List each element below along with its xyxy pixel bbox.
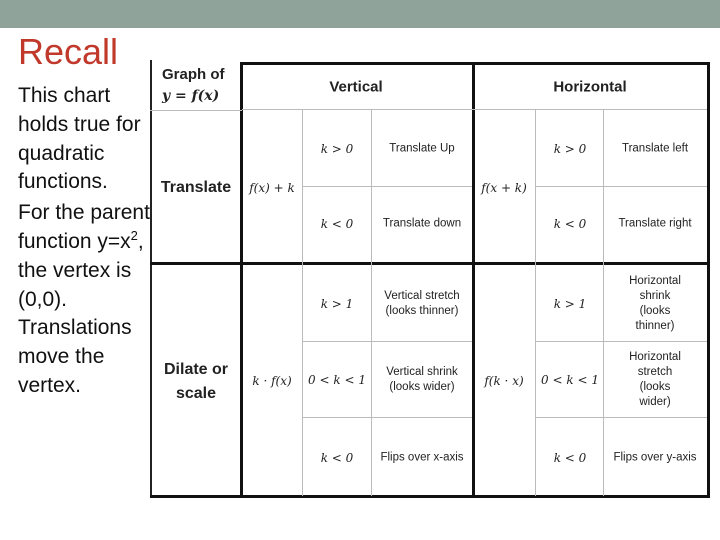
condition-cell: k < 0 [320, 451, 354, 465]
grid-line [535, 417, 707, 418]
condition-cell: 0 < k < 1 [541, 373, 599, 387]
table-right-border [707, 62, 710, 498]
condition-cell: 0 < k < 1 [308, 373, 366, 387]
body-paragraph-2 [18, 199, 152, 401]
grid-line [535, 186, 707, 187]
column-header-horizontal: Horizontal [553, 78, 627, 96]
top-accent-bar [0, 0, 720, 28]
table-bottom-border [150, 495, 710, 498]
vertical-horizontal-divider [472, 62, 475, 498]
transformations-table [150, 60, 710, 498]
effect-cell: Horizontal shrink (looks thinner) [629, 275, 681, 332]
effect-cell: Horizontal stretch (looks wider) [629, 351, 681, 408]
effect-cell: Vertical shrink (looks wider) [386, 366, 458, 393]
header-divider [242, 109, 707, 110]
condition-cell: k > 0 [553, 142, 587, 156]
table-top-border [240, 62, 710, 65]
effect-cell: Translate Up [389, 142, 455, 155]
corner-label-line-1: Graph of [162, 66, 225, 83]
dilate-label-line-2: scale [175, 385, 217, 402]
grid-line [302, 417, 472, 418]
translate-vertical-form: f(x) + k [249, 181, 295, 195]
grid-line [302, 186, 472, 187]
grid-line [371, 110, 372, 496]
translate-label: Translate [160, 179, 232, 196]
condition-cell: k < 0 [553, 451, 587, 465]
body-paragraph-1: This chart holds true for quadratic functions. [18, 84, 141, 194]
paragraph-2-superscript: 2 [130, 227, 138, 243]
condition-cell: k > 1 [553, 297, 587, 311]
corner-label-line-2: y = f(x) [162, 88, 220, 104]
grid-line [302, 110, 303, 496]
corner-divider [150, 110, 242, 111]
condition-cell: k > 1 [320, 297, 354, 311]
paragraph-2-prefix: For the parent function y=x [18, 201, 150, 253]
effect-cell: Translate down [382, 217, 462, 230]
effect-cell: Translate right [618, 217, 692, 230]
condition-cell: k < 0 [320, 217, 354, 231]
column-header-vertical: Vertical [329, 78, 383, 96]
effect-cell: Translate left [621, 142, 689, 155]
dilate-vertical-form: k · f(x) [252, 374, 292, 388]
section-divider [150, 262, 710, 265]
condition-cell: k > 0 [320, 142, 354, 156]
condition-cell: k < 0 [553, 217, 587, 231]
table-left-border [150, 60, 152, 498]
effect-cell: Flips over y-axis [613, 451, 697, 464]
dilate-label-line-1: Dilate or [163, 361, 229, 378]
slide-title: Recall [18, 31, 119, 72]
grid-line [535, 341, 707, 342]
grid-line [302, 341, 472, 342]
label-column-divider [240, 62, 243, 498]
grid-line [535, 110, 536, 496]
grid-line [603, 110, 604, 496]
dilate-horizontal-form: f(k · x) [484, 374, 524, 388]
slide-body [18, 82, 152, 403]
translate-horizontal-form: f(x + k) [481, 181, 527, 195]
effect-cell: Flips over x-axis [380, 451, 464, 464]
effect-cell: Vertical stretch (looks thinner) [384, 290, 460, 317]
paragraph-2-suffix: , the vertex is (0,0). Translations move the vertex. [18, 229, 144, 397]
